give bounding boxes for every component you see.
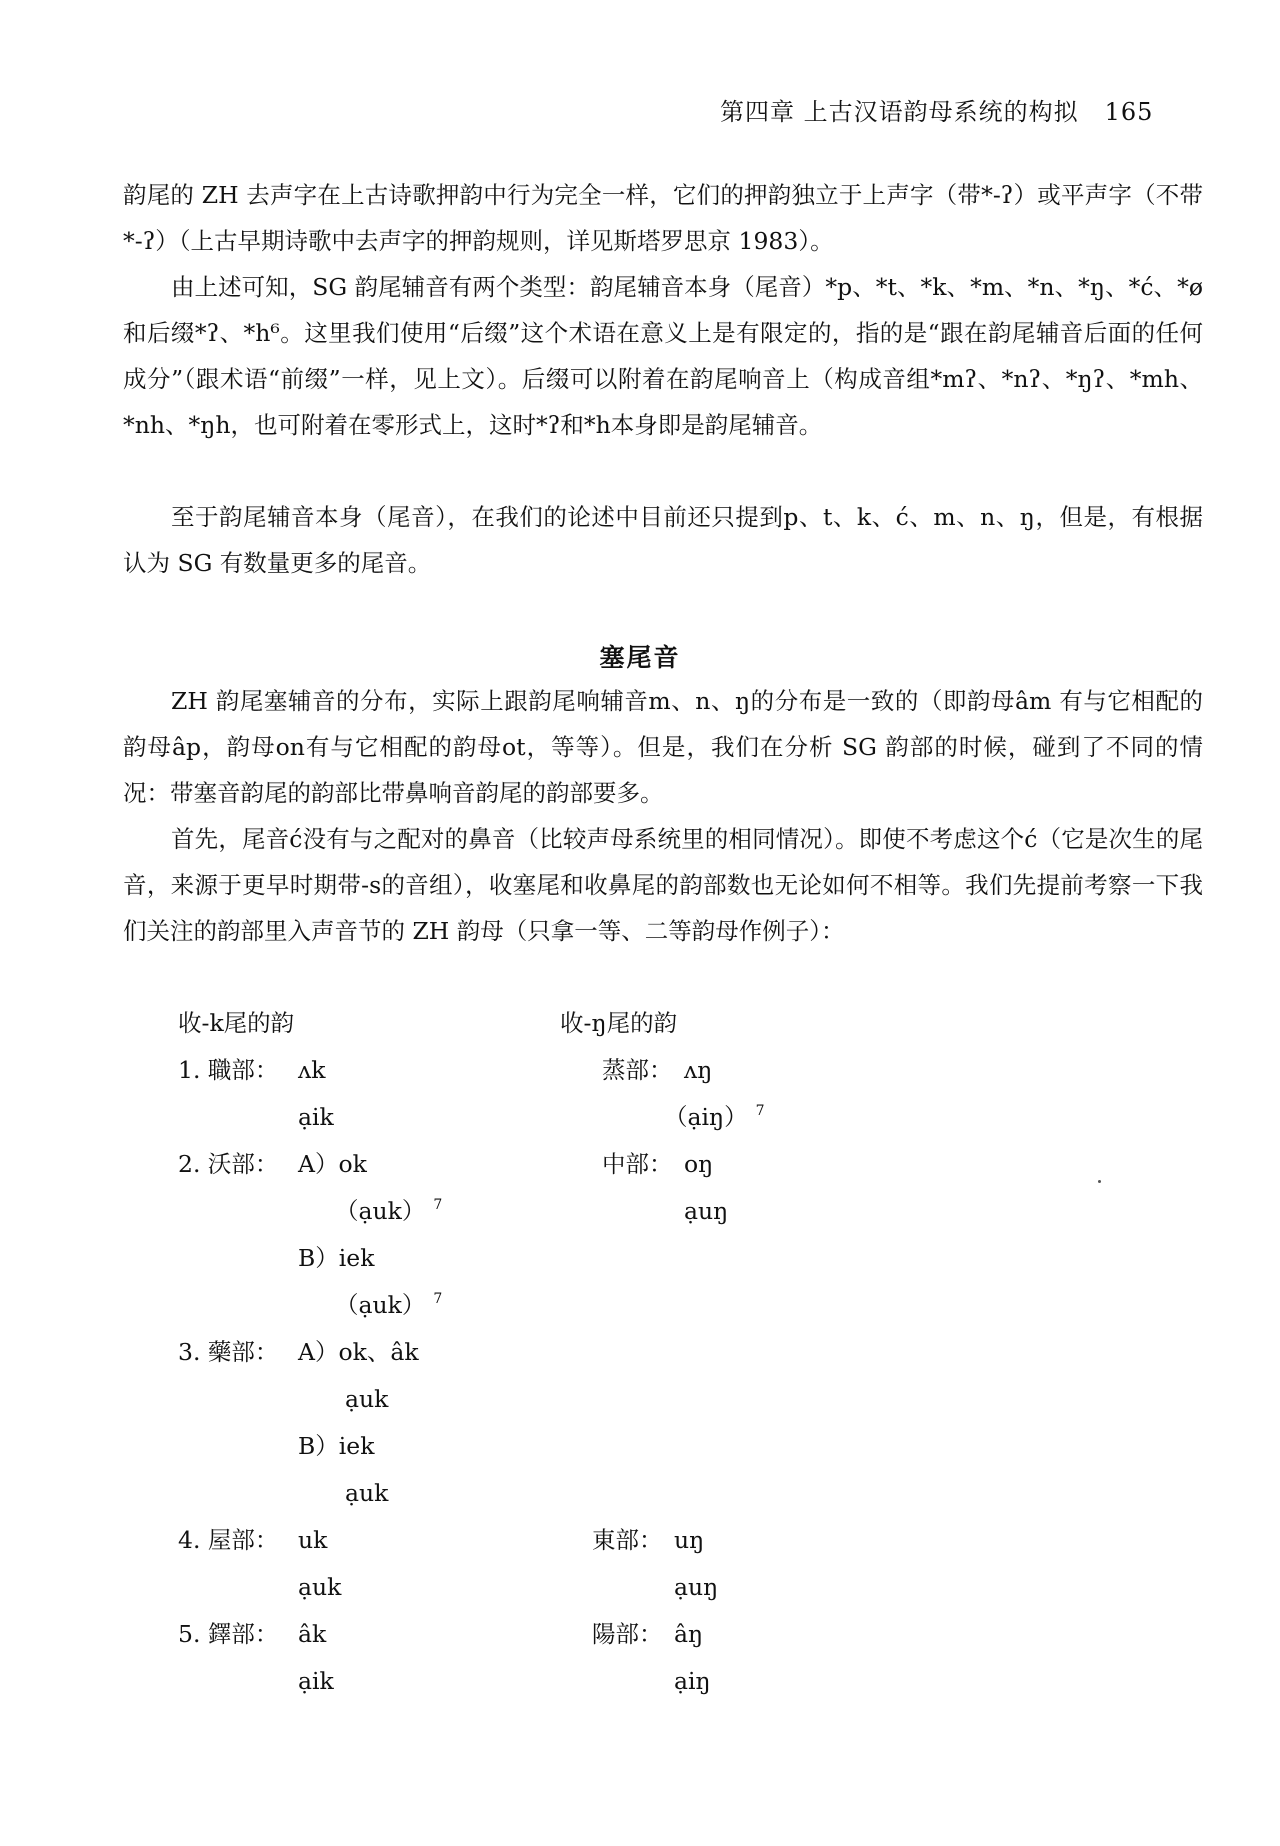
section-title: 塞尾音 [599, 643, 681, 672]
table-cell: ạuŋ [684, 1197, 729, 1225]
rhyme-group-label: 2. 沃部： [178, 1150, 279, 1178]
table-cell [664, 1102, 765, 1132]
table-cell: ạuk [345, 1385, 389, 1413]
paragraph: 至于韵尾辅音本身（尾音），在我们的论述中目前还只提到p、t、k、ć、m、n、ŋ，但是，有根据认为 SG 有数量更多的尾音。 [123, 503, 1203, 577]
paragraph: 韵尾的 ZH 去声字在上古诗歌押韵中行为完全一样，它们的押韵独立于上声字（带*-ʔ）或平声字（不带*-ʔ）（上古早期诗歌中去声字的押韵规则，详见斯塔罗思京 1983）。 [123, 181, 1203, 255]
table-cell: A）ok [298, 1150, 367, 1178]
table-cell-text: （ạuk） [335, 1291, 426, 1319]
table-cell: oŋ [684, 1150, 714, 1178]
table-cell: ạik [298, 1667, 334, 1695]
table-cell [335, 1196, 442, 1226]
running-head [720, 92, 1280, 127]
rhyme-group-label: 4. 屋部： [178, 1526, 279, 1554]
table-cell: uŋ [674, 1526, 705, 1554]
column-header-right: 收-ŋ尾的韵 [560, 1009, 678, 1037]
table-cell: ʌk [298, 1056, 326, 1084]
table-cell-text: （ạuk） [335, 1197, 426, 1225]
column-header-left: 收-k尾的韵 [178, 1009, 295, 1037]
paragraph: ZH 韵尾塞辅音的分布，实际上跟韵尾响辅音m、n、ŋ的分布是一致的（即韵母âm 有与它相配的韵母âp，韵母on有与它相配的韵母ot，等等）。但是，我们在分析 SG 韵部的时候，碰到了不同的情况：带塞音韵尾的韵部比带鼻响音韵尾的韵部要多。 [123, 687, 1203, 807]
paragraph: 首先，尾音ć没有与之配对的鼻音（比较声母系统里的相同情况）。即使不考虑这个ć（它是次生的尾音，来源于更早时期带-s的音组），收塞尾和收鼻尾的韵部数也无论如何不相等。我们先提前考察一下我们关注的韵部里入声音节的 ZH 韵母（只拿一等、二等韵母作例子）： [123, 825, 1203, 945]
table-cell: âk [298, 1620, 327, 1648]
page-number: 165 [1104, 98, 1154, 126]
rhyme-group-label: 蒸部： [602, 1056, 673, 1084]
chapter-title: 第四章 上古汉语韵母系统的构拟 [720, 98, 1079, 126]
rhyme-group-label: 東部： [592, 1526, 663, 1554]
rhyme-group-label: 3. 藥部： [178, 1338, 279, 1366]
table-cell: ạik [298, 1103, 334, 1131]
footnote-ref: 7 [433, 1197, 443, 1213]
rhyme-group-label: 5. 鐸部： [178, 1620, 279, 1648]
paragraph: 由上述可知，SG 韵尾辅音有两个类型：韵尾辅音本身（尾音）*p、*t、*k、*m、*n、*ŋ、*ć、*ø和后缀*ʔ、*h⁶。这里我们使用“后缀”这个术语在意义上是有限定的，指的是“跟在韵尾辅音后面的任何成分”（跟术语“前缀”一样，见上文）。后缀可以附着在韵尾响音上（构成音组*mʔ、*nʔ、*ŋʔ、*mh、*nh、*ŋh，也可附着在零形式上，这时*ʔ和*h本身即是韵尾辅音。 [123, 273, 1203, 439]
footnote-ref: 7 [433, 1291, 443, 1307]
table-cell: ạuk [345, 1479, 389, 1507]
scan-speck [1098, 1180, 1101, 1183]
table-cell: A）ok、âk [298, 1338, 419, 1366]
footnote-ref: 7 [755, 1103, 765, 1119]
rhyme-group-label: 中部： [602, 1150, 673, 1178]
table-cell: ạuk [298, 1573, 342, 1601]
table-cell: ʌŋ [684, 1056, 713, 1084]
table-cell: ạiŋ [674, 1667, 711, 1695]
rhyme-group-label: 1. 職部： [178, 1056, 279, 1084]
table-cell: âŋ [674, 1620, 704, 1648]
table-cell [335, 1290, 442, 1320]
table-cell: B）iek [298, 1244, 375, 1272]
table-cell: ạuŋ [674, 1573, 719, 1601]
table-cell-text: （ạiŋ） [664, 1103, 748, 1131]
table-cell: uk [298, 1526, 328, 1554]
table-cell: B）iek [298, 1432, 375, 1460]
rhyme-group-label: 陽部： [592, 1620, 663, 1648]
